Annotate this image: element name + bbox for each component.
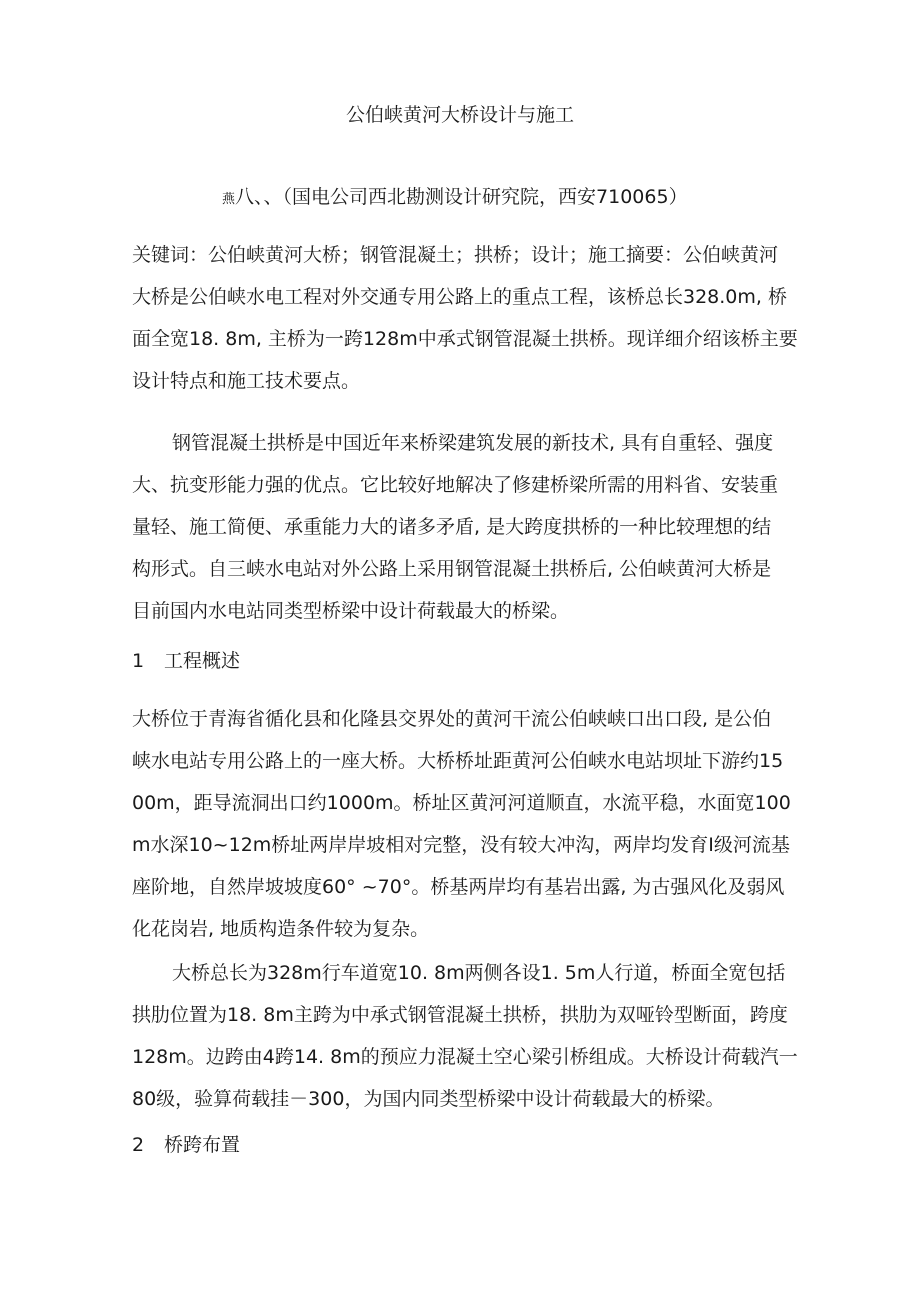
- body-line: 座阶地，自然岸坡坡度60° ~70°。桥基两岸均有基岩出露, 为古强风化及弱风: [132, 876, 785, 898]
- author-affiliation: （国电公司西北勘测设计研究院，西安710065）: [282, 186, 688, 208]
- body-line: 80级，验算荷载挂－300，为国内同类型桥梁中设计荷载最大的桥梁。: [132, 1088, 725, 1110]
- section-number: 1: [132, 650, 145, 672]
- section-title: 桥跨布置: [164, 1134, 241, 1156]
- abstract-line: 面全宽18. 8m, 主桥为一跨128m中承式钢管混凝土拱桥。现详细介绍该桥主要: [132, 328, 798, 350]
- author-name-prefix: 燕: [222, 192, 236, 207]
- body-line: 拱肋位置为18. 8m主跨为中承式钢管混凝土拱桥，拱肋为双哑铃型断面，跨度: [132, 1004, 788, 1026]
- intro-line: 大、抗变形能力强的优点。它比较好地解决了修建桥梁所需的用料省、安装重: [132, 474, 779, 496]
- section-title: 工程概述: [164, 650, 241, 672]
- abstract-line: 大桥是公伯峡水电工程对外交通专用公路上的重点工程，该桥总长328.0m, 桥: [132, 286, 787, 308]
- intro-line: 构形式。自三峡水电站对外公路上采用钢管混凝土拱桥后, 公伯峡黄河大桥是: [132, 558, 772, 580]
- author-name: 八、、: [235, 186, 283, 208]
- body-line: 00m，距导流洞出口约1000m。桥址区黄河河道顺直，水流平稳，水面宽100: [132, 792, 791, 814]
- intro-line: 目前国内水电站同类型桥梁中设计荷载最大的桥梁。: [132, 600, 570, 622]
- abstract-line: 关键词：公伯峡黄河大桥；钢管混凝土；拱桥；设计；施工摘要：公伯峡黄河: [132, 244, 779, 266]
- body-line: 峡水电站专用公路上的一座大桥。大桥桥址距黄河公伯峡水电站坝址下游约15: [132, 750, 784, 772]
- section-1-heading: [132, 648, 240, 674]
- section-number: 2: [132, 1134, 145, 1156]
- abstract-line: 设计特点和施工技术要点。: [132, 370, 361, 392]
- body-line: 大桥位于青海省循化县和化隆县交界处的黄河干流公伯峡峡口出口段, 是公伯: [132, 708, 772, 730]
- document-title: 公伯峡黄河大桥设计与施工: [345, 104, 574, 126]
- section-2-heading: [132, 1132, 240, 1158]
- author-line: [222, 184, 688, 213]
- body-line: 128m。边跨由4跨14. 8m的预应力混凝土空心梁引桥组成。大桥设计荷载汽一: [132, 1046, 798, 1068]
- body-line: m水深10~12m桥址两岸岸坡相对完整，没有较大冲沟，两岸均发育I级河流基: [132, 834, 790, 856]
- intro-line: 量轻、施工简便、承重能力大的诸多矛盾, 是大跨度拱桥的一种比较理想的结: [132, 516, 772, 538]
- intro-line: 钢管混凝土拱桥是中国近年来桥梁建筑发展的新技术, 具有自重轻、强度: [172, 432, 774, 454]
- body-line: 化花岗岩, 地质构造条件较为复杂。: [132, 918, 430, 940]
- body-line: 大桥总长为328m行车道宽10. 8m两侧各设1. 5m人行道，桥面全宽包括: [172, 962, 786, 984]
